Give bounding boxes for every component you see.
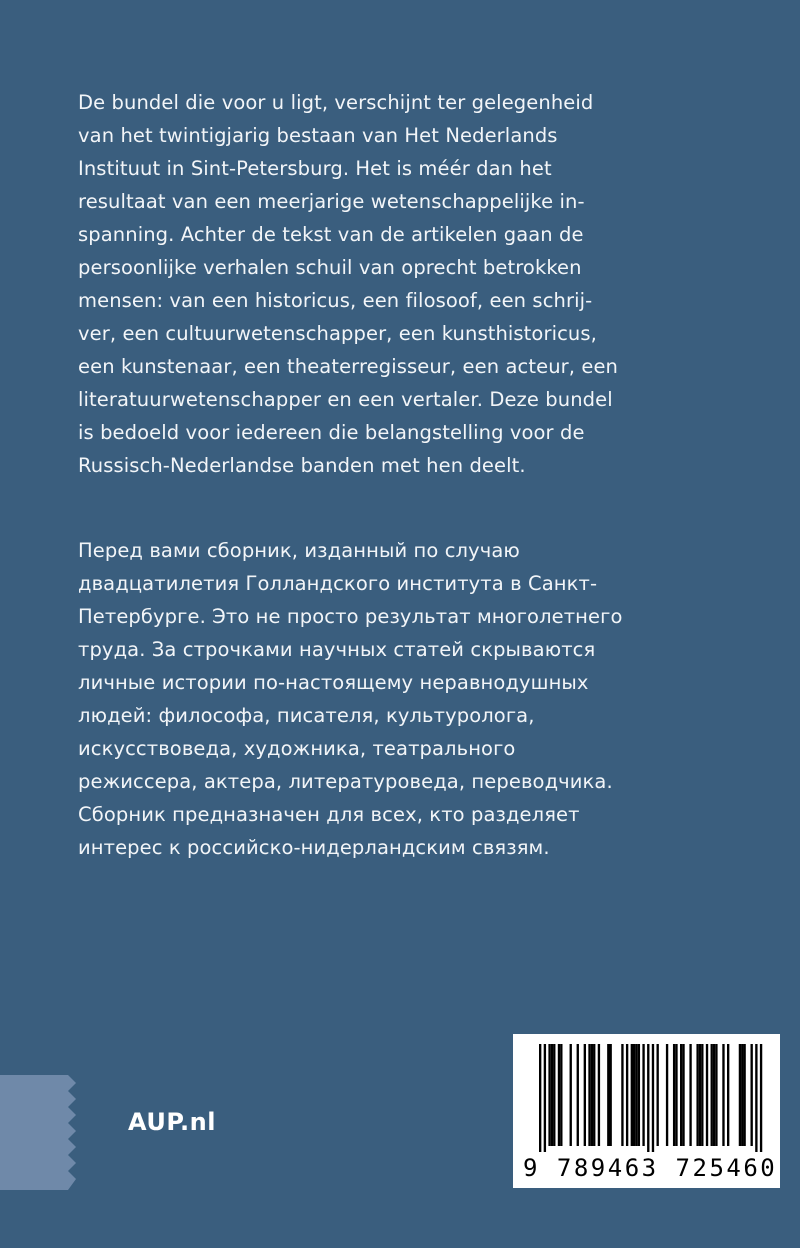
dutch-line: van het twintigjarig bestaan van Het Nederlands: [78, 124, 558, 147]
dutch-line: De bundel die voor u ligt, verschijnt ter gelegenheid: [78, 91, 594, 114]
barcode-bar: [631, 1044, 633, 1146]
russian-line: личные истории по-настоящему неравнодушных: [78, 671, 589, 694]
barcode-bar: [699, 1044, 701, 1146]
barcode-bar: [544, 1044, 546, 1152]
russian-description: [78, 534, 738, 864]
barcode-bar: [696, 1044, 698, 1146]
barcode-bar: [593, 1044, 595, 1146]
barcode-bar: [682, 1044, 684, 1146]
dutch-line: Russisch-Nederlandse banden met hen deelt.: [78, 454, 526, 477]
barcode-bar: [689, 1044, 691, 1146]
barcode-bar: [727, 1044, 729, 1146]
barcode-bar: [755, 1044, 757, 1152]
barcode-bar: [739, 1044, 741, 1146]
barcode-bar: [551, 1044, 553, 1146]
barcode-bar: [675, 1044, 677, 1146]
barcode-bar: [610, 1044, 612, 1146]
dutch-line: spanning. Achter de tekst van de artikelen gaan de: [78, 223, 584, 246]
barcode-bar: [548, 1044, 550, 1146]
barcode-bar: [642, 1044, 644, 1146]
barcode-bar: [666, 1044, 668, 1146]
barcode-bar: [577, 1044, 579, 1146]
russian-line: Петербурге. Это не просто результат многолетнего: [78, 605, 623, 628]
dutch-line: resultaat van een meerjarige wetenschappelijke in-: [78, 190, 585, 213]
publisher-tab-decoration: [0, 1075, 78, 1190]
barcode-bar: [626, 1044, 628, 1146]
publisher-url[interactable]: AUP.nl: [128, 1108, 216, 1136]
barcode-bar: [680, 1044, 682, 1146]
russian-line: Сборник предназначен для всех, кто разделяет: [78, 803, 580, 826]
isbn-number: 9 789463 725460: [523, 1154, 778, 1182]
russian-line: режиссера, актера, литературоведа, переводчика.: [78, 770, 613, 793]
dutch-line: mensen: van een historicus, een filosoof, een schrij-: [78, 289, 593, 312]
barcode-bar: [701, 1044, 703, 1146]
barcode-bar: [633, 1044, 635, 1146]
barcode-bar: [657, 1044, 659, 1146]
barcode-bar: [743, 1044, 745, 1146]
russian-line: двадцатилетия Голландского института в Санкт-: [78, 572, 598, 595]
barcode-bar: [711, 1044, 713, 1146]
barcode-bar: [598, 1044, 600, 1146]
barcode-bar: [570, 1044, 572, 1146]
barcode-bar: [715, 1044, 717, 1146]
dutch-description: [78, 86, 738, 482]
barcode-bar: [706, 1044, 708, 1146]
russian-line: Перед вами сборник, изданный по случаю: [78, 539, 520, 562]
barcode-bar: [760, 1044, 762, 1152]
barcode-bar: [553, 1044, 555, 1146]
barcode-bar: [673, 1044, 675, 1146]
barcode-bar: [652, 1044, 654, 1152]
barcode-bar: [638, 1044, 640, 1146]
barcode-bar: [584, 1044, 586, 1146]
barcode-bar: [607, 1044, 609, 1146]
barcode-bar: [588, 1044, 590, 1146]
barcode-bar: [751, 1044, 753, 1146]
barcode-bar: [539, 1044, 541, 1152]
russian-line: интерес к российско-нидерландским связям.: [78, 836, 550, 859]
barcode-bar: [713, 1044, 715, 1146]
barcode-bar: [558, 1044, 560, 1146]
barcode-bar: [621, 1044, 623, 1146]
barcode-bar: [741, 1044, 743, 1146]
barcode-bar: [722, 1044, 724, 1146]
dutch-line: Instituut in Sint-Petersburg. Het is méér dan het: [78, 157, 552, 180]
barcode-bar: [591, 1044, 593, 1146]
dutch-line: een kunstenaar, een theaterregisseur, een acteur, een: [78, 355, 619, 378]
isbn-barcode: [513, 1034, 780, 1188]
dutch-line: ver, een cultuurwetenschapper, een kunsthistoricus,: [78, 322, 597, 345]
dutch-line: literatuurwetenschapper en een vertaler. Deze bundel: [78, 388, 613, 411]
dutch-line: is bedoeld voor iedereen die belangstelling voor de: [78, 421, 585, 444]
russian-line: искусствоведа, художника, театрального: [78, 737, 516, 760]
barcode-bar: [560, 1044, 562, 1146]
russian-line: труда. За строчками научных статей скрываются: [78, 638, 596, 661]
barcode-bar: [635, 1044, 637, 1146]
dutch-line: persoonlijke verhalen schuil van oprecht betrokken: [78, 256, 582, 279]
barcode-bars: [527, 1044, 769, 1152]
barcode-bar: [647, 1044, 649, 1152]
russian-line: людей: философа, писателя, культуролога,: [78, 704, 535, 727]
